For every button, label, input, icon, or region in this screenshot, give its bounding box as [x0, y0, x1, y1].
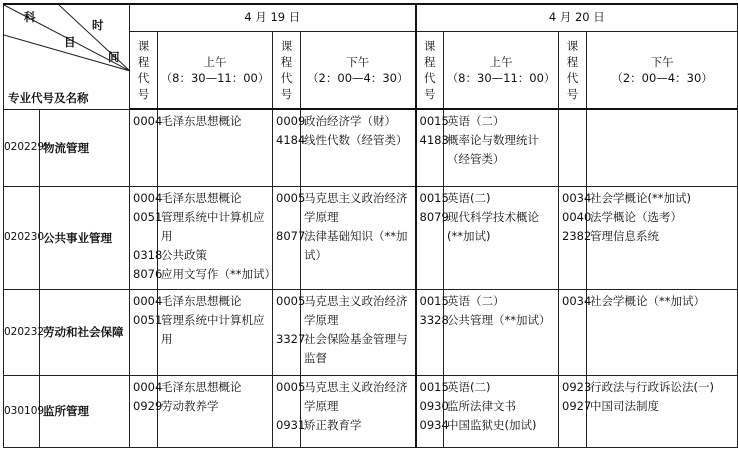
d1pm-codes: 0005 0931 — [273, 375, 301, 447]
d2pm-subjects: 社会学概论(**加试) 法学概论（选考） 管理信息系统 — [587, 186, 738, 289]
d1pm-subjects: 马克思主义政治经济 学原理 社会保险基金管理与 监督 — [301, 289, 416, 375]
corner-jian: 间 — [108, 50, 120, 64]
table-row — [4, 186, 738, 289]
d1am-subjects: 毛泽东思想概论 劳动教养学 — [158, 375, 273, 447]
major-code: 020230 — [4, 186, 40, 289]
d1am-codes: 0004 0051 — [130, 289, 158, 375]
day2-morning-header: 上午 （8：30—11：00） — [444, 31, 559, 109]
d1am-codes: 0004 0051 0318 8076 — [130, 186, 158, 289]
day1-morning-header: 上午 （8：30—11：00） — [158, 31, 273, 109]
d2am-codes: 0015 4183 — [416, 109, 444, 186]
corner-mu: 目 — [64, 35, 76, 49]
table-row — [4, 109, 738, 186]
d1pm-codes: 0009 4184 — [273, 109, 301, 186]
major-name: 物流管理 — [40, 109, 130, 186]
day2-afternoon-header: 下午 （2：00—4：30） — [587, 31, 738, 109]
code-col-header: 课 程 代 号 — [130, 31, 158, 109]
major-code: 020229 — [4, 109, 40, 186]
d2am-subjects: 英语（二） 概率论与数理统计 （经管类） — [444, 109, 559, 186]
corner-ke: 科 — [24, 10, 36, 24]
corner-major: 专业代号及名称 — [8, 91, 89, 105]
major-code: 030109 — [4, 375, 40, 447]
corner-header — [4, 4, 130, 109]
d2pm-subjects: 行政法与行政诉讼法(一) 中国司法制度 — [587, 375, 738, 447]
d2pm-codes: 0923 0927 — [559, 375, 587, 447]
d1pm-subjects: 政治经济学（财） 线性代数（经管类） — [301, 109, 416, 186]
d2am-codes: 0015 0930 0934 — [416, 375, 444, 447]
d1am-subjects: 毛泽东思想概论 管理系统中计算机应 用 公共政策 应用文写作（**加试） — [158, 186, 273, 289]
table-row — [4, 289, 738, 375]
d1pm-subjects: 马克思主义政治经济 学原理 法律基础知识（**加 试） — [301, 186, 416, 289]
major-name: 劳动和社会保障 — [40, 289, 130, 375]
major-name: 监所管理 — [40, 375, 130, 447]
d2pm-subjects — [587, 109, 738, 186]
code-col-header: 课 程 代 号 — [416, 31, 444, 109]
corner-shi: 时 — [92, 18, 104, 32]
code-col-header: 课 程 代 号 — [273, 31, 301, 109]
d2pm-codes: 0034 0040 2382 — [559, 186, 587, 289]
code-col-header: 课 程 代 号 — [559, 31, 587, 109]
table-row — [4, 375, 738, 447]
d1am-subjects: 毛泽东思想概论 管理系统中计算机应 用 — [158, 289, 273, 375]
d1am-codes: 0004 0929 — [130, 375, 158, 447]
day1-afternoon-header: 下午 （2：00—4：30） — [301, 31, 416, 109]
exam-schedule — [3, 3, 727, 446]
d2pm-codes: 0034 — [559, 289, 587, 375]
schedule-table — [3, 3, 738, 448]
d2pm-subjects: 社会学概论（**加试） — [587, 289, 738, 375]
d2pm-codes — [559, 109, 587, 186]
d1pm-subjects: 马克思主义政治经济 学原理 矫正教育学 — [301, 375, 416, 447]
day1-header: 4 月 19 日 — [130, 4, 416, 31]
major-name: 公共事业管理 — [40, 186, 130, 289]
d2am-subjects: 英语（二） 公共管理（**加试） — [444, 289, 559, 375]
d2am-subjects: 英语(二) 现代科学技术概论 (**加试) — [444, 186, 559, 289]
d2am-subjects: 英语(二) 监所法律文书 中国监狱史(加试) — [444, 375, 559, 447]
d2am-codes: 0015 3328 — [416, 289, 444, 375]
d1am-subjects: 毛泽东思想概论 — [158, 109, 273, 186]
d1am-codes: 0004 — [130, 109, 158, 186]
d1pm-codes: 0005 3327 — [273, 289, 301, 375]
d1pm-codes: 0005 8077 — [273, 186, 301, 289]
day2-header: 4 月 20 日 — [416, 4, 738, 31]
major-code: 020232 — [4, 289, 40, 375]
d2am-codes: 0015 8079 — [416, 186, 444, 289]
